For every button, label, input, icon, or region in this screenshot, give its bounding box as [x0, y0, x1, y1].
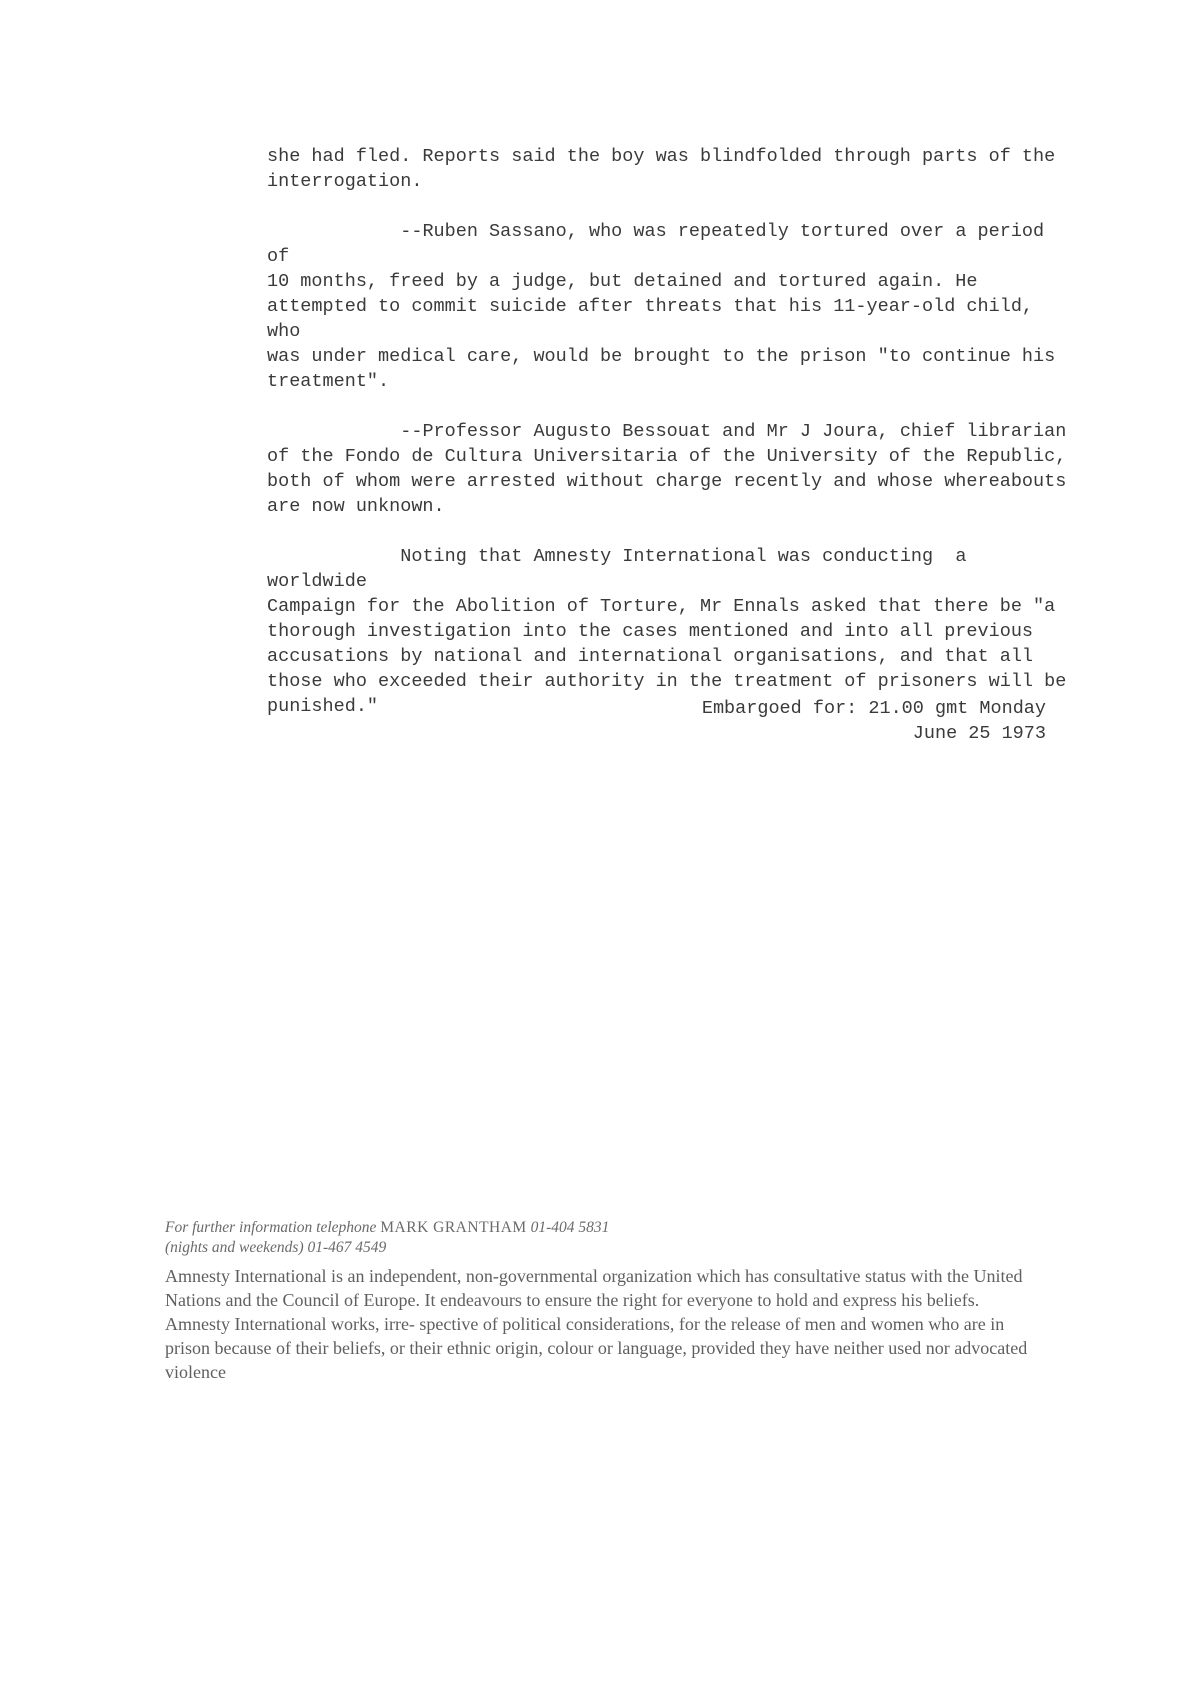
- contact-line-1: [165, 1218, 1045, 1238]
- footer: [165, 1218, 1045, 1384]
- press-release-body: [267, 144, 1067, 744]
- paragraph-interrogation: she had fled. Reports said the boy was blindfolded through parts of the interrogation.: [267, 146, 1056, 192]
- paragraph-ruben-sassano: --Ruben Sassano, who was repeatedly tortured over a period of 10 months, freed by a judge, but detained and tortured again. He attempted to commit suicide after threats that his 11-year-old child, who was under medical care, would be brought to the prison "to continue his treatment".: [267, 221, 1056, 392]
- paragraph-bessouat-joura: --Professor Augusto Bessouat and Mr J Joura, chief librarian of the Fondo de Cultura Universitaria of the University of the Republic, both of whom were arrested without charge recently and whose whereabouts are now unknown.: [267, 421, 1067, 517]
- embargo-date: June 25 1973: [912, 723, 1046, 744]
- embargo-notice: [600, 696, 1046, 746]
- contact-line-2: (nights and weekends) 01-467 4549: [165, 1239, 387, 1256]
- contact-info: [165, 1218, 1045, 1258]
- organization-statement: Amnesty International is an independent, non-governmental organization which has consultative status with the United Nations and the Council of Europe. It endeavours to ensure the right for everyone to hold and express his beliefs. Amnesty International works, irre- spective of political considerations, for the release of men and women who are in prison because of their beliefs, or their ethnic origin, colour or language, provided they have neither used nor advocated violence: [165, 1266, 1028, 1382]
- contact-name: MARK GRANTHAM: [380, 1219, 527, 1236]
- contact-prefix: For further information telephone: [165, 1219, 377, 1236]
- embargo-time: Embargoed for: 21.00 gmt Monday: [701, 698, 1046, 719]
- contact-phone: 01-404 5831: [530, 1219, 610, 1236]
- paragraph-ennals-request: Noting that Amnesty International was conducting a worldwide Campaign for the Abolition of Torture, Mr Ennals asked that there be "a thorough investigation into the cases mentioned and into all previous accusations by national and international organisations, and that all those who exceeded their authority in the treatment of prisoners will be punished.": [267, 546, 1067, 717]
